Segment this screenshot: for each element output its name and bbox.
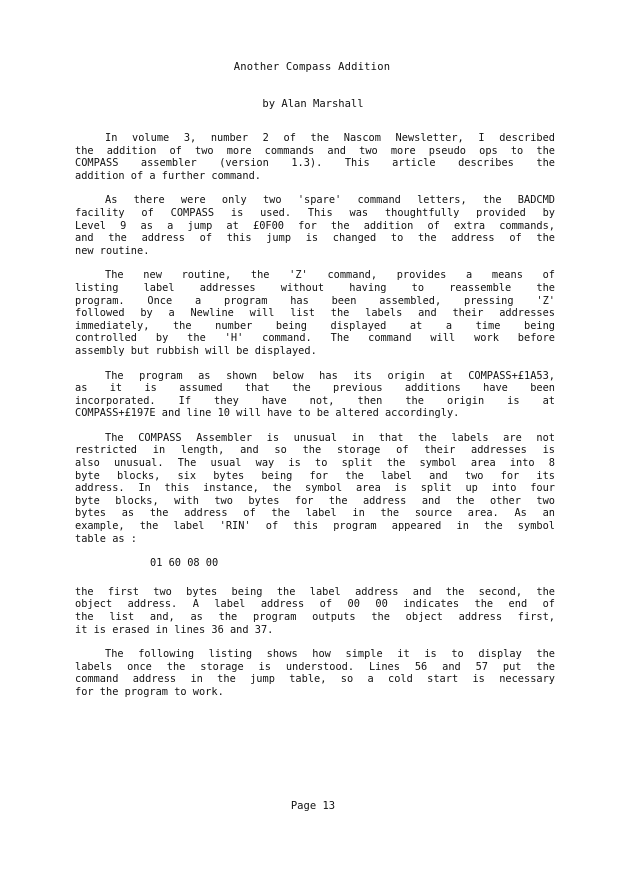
paragraph-line: for the program to work. bbox=[75, 685, 224, 698]
paragraph-line: immediately, the number being displayed at a time being bbox=[75, 319, 555, 332]
paragraphs-after-code bbox=[75, 586, 555, 699]
paragraph bbox=[75, 432, 555, 545]
paragraph-line: it is erased in lines 36 and 37. bbox=[75, 623, 274, 636]
paragraph-line: followed by a Newline will list the labels and their addresses bbox=[75, 307, 555, 320]
paragraph-line: Level 9 as a jump at £0F00 for the addition of extra commands, bbox=[75, 219, 555, 232]
paragraph bbox=[75, 132, 555, 182]
paragraph-line: The program as shown below has its origin at COMPASS+£1A53, bbox=[105, 369, 555, 382]
article-title: Another Compass Addition bbox=[233, 61, 391, 73]
paragraph-line: labels once the storage is understood. Lines 56 and 57 put the bbox=[75, 660, 555, 673]
paragraph-line: bytes as the address of the label in the source area. As an bbox=[75, 507, 555, 520]
paragraph-line: controlled by the 'H' command. The command will work before bbox=[75, 332, 555, 345]
paragraph-line: The following listing shows how simple it is to display the bbox=[105, 648, 555, 661]
article-body bbox=[75, 132, 555, 711]
paragraph-line: the first two bytes being the label address and the second, the bbox=[75, 585, 555, 598]
paragraph bbox=[75, 269, 555, 357]
paragraph-line: byte blocks, with two bytes for the address and the other two bbox=[75, 494, 555, 507]
paragraph-line: COMPASS assembler (version 1.3). This article describes the bbox=[75, 157, 555, 170]
paragraph-line: incorporated. If they have not, then the origin is at bbox=[75, 394, 555, 407]
paragraph-line: byte blocks, six bytes being for the label and two for its bbox=[75, 469, 555, 482]
paragraph-line: addition of a further command. bbox=[75, 169, 261, 182]
paragraph-line: the list and, as the program outputs the object address first, bbox=[75, 611, 555, 623]
paragraph-line: example, the label 'RIN' of this program appeared in the symbol bbox=[75, 520, 555, 533]
paragraph-line: As there were only two 'spare' command letters, the BADCMD bbox=[105, 194, 555, 207]
paragraph bbox=[75, 370, 555, 420]
paragraph-line: In volume 3, number 2 of the Nascom Newsletter, I described bbox=[105, 132, 555, 144]
paragraph-line: facility of COMPASS is used. This was thoughtfully provided by bbox=[75, 206, 555, 219]
paragraph-line: The COMPASS Assembler is unusual in that the labels are not bbox=[105, 431, 555, 444]
paragraph-line: address. In this instance, the symbol area is split up into four bbox=[75, 482, 555, 495]
paragraph-line: listing label addresses without having to reassemble the bbox=[75, 281, 555, 294]
page-number: Page 13 bbox=[290, 800, 336, 812]
paragraph-line: and the address of this jump is changed to the address of the bbox=[75, 232, 555, 245]
paragraphs-before-code bbox=[75, 132, 555, 545]
article-byline: by Alan Marshall bbox=[262, 98, 364, 110]
paragraph-line: the addition of two more commands and two more pseudo ops to the bbox=[75, 144, 555, 157]
paragraph-line: table as : bbox=[75, 532, 137, 545]
paragraph-line: as it is assumed that the previous additions have been bbox=[75, 382, 555, 395]
paragraph-line: also unusual. The usual way is to split the symbol area into 8 bbox=[75, 457, 555, 470]
paragraph-line: assembly but rubbish will be displayed. bbox=[75, 344, 317, 357]
paragraph-line: object address. A label address of 00 00 indicates the end of bbox=[75, 598, 555, 611]
paragraph-line: restricted in length, and so the storage of their addresses is bbox=[75, 444, 555, 457]
paragraph-line: program. Once a program has been assembled, pressing 'Z' bbox=[75, 294, 555, 307]
paragraph bbox=[75, 648, 555, 698]
paragraph-line: new routine. bbox=[75, 244, 150, 257]
paragraph bbox=[75, 194, 555, 257]
paragraph-line: The new routine, the 'Z' command, provides a means of bbox=[105, 269, 555, 282]
symbol-table-example: 01 60 08 00 bbox=[150, 557, 219, 570]
paragraph-line: command address in the jump table, so a cold start is necessary bbox=[75, 673, 555, 686]
paragraph-line: COMPASS+£197E and line 10 will have to be altered accordingly. bbox=[75, 407, 460, 420]
paragraph bbox=[75, 586, 555, 636]
